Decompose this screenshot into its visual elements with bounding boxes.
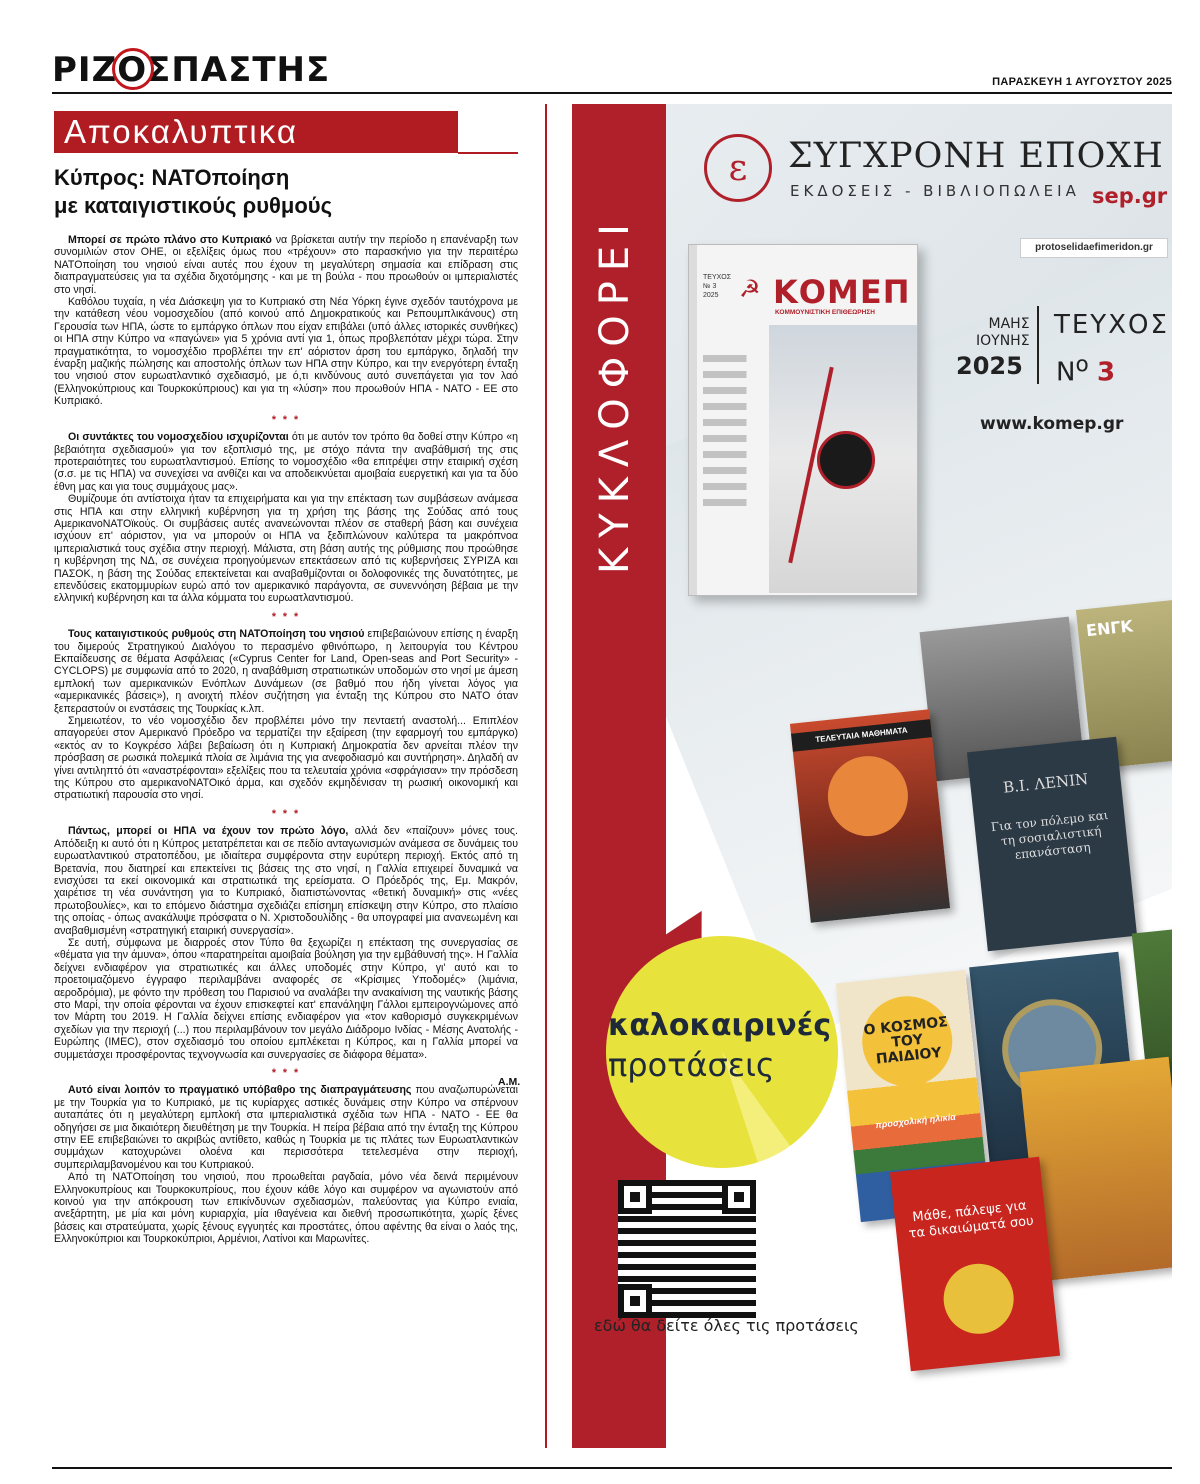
paragraph-9-lead: Αυτό είναι λοιπόν το πραγματικό υπόβαθρο της διαπραγμάτευσης bbox=[68, 1084, 412, 1097]
paragraph-3-lead: Οι συντάκτες του νομοσχεδίου ισχυρίζονται bbox=[68, 431, 289, 444]
magazine-issue-year: 2025 bbox=[703, 292, 719, 299]
header-rule bbox=[52, 92, 1172, 94]
headline-line-1: Κύπρος: ΝΑΤΟποίηση bbox=[54, 165, 290, 190]
book-lenin-author: Β.Ι. ΛΕΝΙΝ bbox=[1002, 769, 1089, 797]
issue-number-prefix: Ν bbox=[1056, 357, 1076, 388]
ad-vertical-label: ΚΥΚΛΟΦΟΡΕΙ bbox=[592, 214, 638, 574]
paragraph-3 bbox=[54, 431, 518, 493]
issue-date: ΠΑΡΑΣΚΕΥΗ 1 ΑΥΓΟΥΣΤΟΥ 2025 bbox=[992, 76, 1172, 88]
magazine-contents-line bbox=[703, 403, 765, 410]
magazine-issue-label: ΤΕΥΧΟΣ bbox=[703, 274, 732, 281]
qr-finder-top-right bbox=[722, 1180, 756, 1214]
issue-number-value: 3 bbox=[1096, 357, 1116, 388]
magazine-title: ΚΟΜΕΠ bbox=[773, 273, 911, 311]
issue-label: ΤΕΥΧΟΣ bbox=[1054, 310, 1169, 340]
book-top-right-title: ΕΝΓΚ bbox=[1085, 616, 1134, 641]
magazine-spine bbox=[689, 245, 697, 595]
paragraph-1-text: να βρίσκεται αυτήν την περίοδο η επανέναρξη των συνομιλιών στον ΟΗΕ, οι εξελίξεις όμως που «τρέχουν» στο παρασκήνιο για την περαιτέρω ΝΑΤΟποίηση του νησιού είναι αυτές που έχουν τη μεγαλύτερη σημασία και επίδραση στις διαπραγματεύσεις για τα σχέδια διχοτόμησης - και με τη βούλα - που προωθούν οι ιμπεριαλιστές στο νησί. bbox=[54, 234, 518, 296]
qr-finder-bottom-left bbox=[618, 1284, 652, 1318]
magazine-contents-line bbox=[703, 467, 765, 474]
issue-month-2: ΙΟΥΝΗΣ bbox=[976, 333, 1030, 349]
issue-year: 2025 bbox=[956, 352, 1023, 380]
paragraph-6: Σημειωτέον, το νέο νομοσχέδιο δεν προβλέπει μόνο την πενταετή αναστολή... Επιπλέον απαγορεύει στον Αμερικανό Πρόεδρο να τερματίζει την εξαίρεση (την εφαρμογή του εμπάργκο) «εκτός αν το Κογκρέσο λάβει βεβαίωση ότι η Κυπριακή Δημοκρατία δεν αρνείται πλέον την πρόσβαση σε ρωσικά πολεμικά πλοία σε λιμάνια της για ανεφοδιασμό και συντήρηση». Δηλαδή αν γίνει αντιληπτό ότι «αναστρέφονται» εξελίξεις που τα τελευταία χρόνια «σφράγισαν» την πρόσδεση της Κύπρου στο αμερικανοΝΑΤΟικό άρμα, και σχεδόν εκμηδένισαν τη ρωσική οικονομική και στρατιωτική παρουσία στο νησί. bbox=[54, 715, 518, 802]
paragraph-5 bbox=[54, 628, 518, 715]
magazine-contents-line bbox=[703, 371, 765, 378]
qr-caption: εδώ θα δείτε όλες τις προτάσεις bbox=[594, 1316, 859, 1335]
separator-4: * * * bbox=[271, 1067, 301, 1079]
paragraph-10: Από τη ΝΑΤΟποίηση του νησιού, που προωθείται ραγδαία, μόνο νέα δεινά περιμένουν Ελληνοκυπρίους και Τουρκοκυπρίους, που έχουν κάθε λόγο και συμφέρον να αγωνιστούν από κοινού για την απόκρουση των επικίνδυνων σχεδιασμών, παλεύοντας για Κύπρο ενιαία, ανεξάρτητη, με μία και μόνη κυριαρχία, μία ιθαγένεια και διεθνή προσωπικότητα, χωρίς ξένες βάσεις και στρατεύματα, χωρίς ξένους εγγυητές και προστάτες, όπου αφέντης θα είναι ο λαός της, Ελληνοκύπριοι και Τουρκοκύπριοι, Αρμένιοι, Λατίνοι και Μαρωνίτες. bbox=[54, 1171, 518, 1246]
issue-number bbox=[1056, 352, 1115, 388]
site-watermark: protoselidaefimeridon.gr bbox=[1020, 238, 1168, 258]
komep-url[interactable]: www.komep.gr bbox=[980, 414, 1124, 434]
summer-subheading: προτάσεις bbox=[608, 1046, 775, 1084]
publisher-logo-icon: ε bbox=[704, 134, 772, 202]
book-red-city bbox=[790, 709, 950, 923]
paragraph-5-text: επιβεβαιώνουν επίσης η έναρξη του διμερούς Στρατηγικού Διαλόγου το περασμένο φθινόπωρο, η λειτουργία του Κέντρου Εκπαίδευσης σε θέματα Ασφάλειας («Cyprus Center for Land, Open-seas and Port Security» - CYCLOPS) με συμφωνία από το 2020, η αναβάθμιση στρατιωτικών υποδομών στο νησί με άμεση εμπλοκή των αμερικανικών Ενόπλων Δυνάμεων (σε βαθμό που ήδη γίνεται λόγος για «αμερικανικές βάσεις»), η ανοιχτή πλέον συζήτηση για ένταξη της Κύπρου στο ΝΑΤΟ όταν ξεπεραστούν οι ενστάσεις της Τουρκίας κ.λπ. bbox=[54, 628, 518, 715]
separator-2: * * * bbox=[271, 610, 301, 623]
separator-1: * * * bbox=[271, 413, 301, 426]
magazine-contents-line bbox=[703, 483, 765, 490]
book-rights bbox=[890, 1157, 1060, 1372]
publisher-url[interactable]: sep.gr bbox=[1092, 184, 1168, 208]
separator-3: * * * bbox=[271, 807, 301, 820]
book-child-world-title: Ο ΚΟΣΜΟΣ ΤΟΥ ΠΑΙΔΙΟΥ bbox=[858, 992, 957, 1091]
paragraph-9-text: που αναζωπυρώνεται με την Τουρκία για το Κυπριακό, με τις κυρίαρχες αστικές δυνάμεις στην Κύπρο να σπέρνουν αυταπάτες ότι η μεγαλύτερη εμπλοκή στα ιμπεριαλιστικά σχέδια των ΗΠΑ - ΝΑΤΟ - ΕΕ θα οδηγήσει σε μια δικαιότερη διευθέτηση με την Τουρκία. Η πείρα βέβαια από την ένταξη της Κύπρου στην ΕΕ επιβεβαιώνει το ακριβώς αντίθετο, καθώς η Τουρκία με τις πλάτες των Ευρωατλαντικών συμμάχων κατοχυρώνει ολοένα και περισσότερα τετελεσμένα στην περιοχή, συμπεριλαμβανομένου και του Κυπριακού. bbox=[54, 1084, 519, 1171]
issue-separator bbox=[1037, 306, 1039, 384]
paragraph-1 bbox=[54, 234, 518, 296]
paragraph-7 bbox=[54, 825, 518, 937]
magazine-cover bbox=[688, 244, 918, 596]
magazine-issue-no: № 3 bbox=[703, 283, 717, 290]
paragraph-7-lead: Πάντως, μπορεί οι ΗΠΑ να έχουν τον πρώτο λόγο, bbox=[68, 825, 349, 838]
hammer-sickle-icon: ☭ bbox=[739, 276, 761, 303]
issue-number-sup: ο bbox=[1075, 352, 1089, 377]
book-red-ribbon: ΤΕΛΕΥΤΑΙΑ ΜΑΘΗΜΑΤΑ bbox=[791, 719, 932, 752]
book-red-sun bbox=[824, 752, 912, 840]
article-body bbox=[54, 234, 521, 1246]
publisher-subtitle: ΕΚΔΟΣΕΙΣ - ΒΙΒΛΙΟΠΩΛΕΙΑ bbox=[790, 182, 1080, 200]
magazine-contents bbox=[703, 355, 765, 515]
book-child-world-band: προσχολική ηλικία bbox=[874, 1111, 957, 1131]
publisher-name: ΣΥΓΧΡΟΝΗ ΕΠΟΧΗ bbox=[788, 136, 1164, 176]
column-divider bbox=[545, 104, 547, 1448]
section-banner: Αποκαλυπτικα bbox=[54, 111, 458, 153]
advertisement bbox=[572, 104, 1172, 1448]
paragraph-2: Καθόλου τυχαία, η νέα Διάσκεψη για το Κυπριακό στη Νέα Υόρκη έγινε σχεδόν ταυτόχρονα με την κατάθεση νέου νομοσχεδίου (από κοινού από Δημοκρατικούς και Ρεπουμπλικάνους) στη Γερουσία των ΗΠΑ, ώστε το εμπάργκο όπλων που είχαν επιβάλει (υπό άλλες ιστορικές συνθήκες) οι ΗΠΑ στην Κύπρο να «παγώνει» για 5 χρόνια αντί για 1, όπως προβλεπόταν μέχρι τώρα. Στην πραγματικότητα, το νομοσχέδιο προβλέπει την επ' αόριστον άρση του εμπάργκο, δηλαδή την έναρξη μαζικής πώλησης και αποστολής όπλων των ΗΠΑ στην Κύπρο, και την ενεργότερη ένταξη του νησιού στον ευρωατλαντικό σχεδιασμό, με ό,τι κινδύνους αυτό συνεπάγεται για τον λαό (Ελληνοκύπριους και Τουρκοκύπριους) και για τη «λύση» που προωθούν ΗΠΑ - ΝΑΤΟ - ΕΕ στο Κυπριακό. bbox=[54, 296, 518, 408]
paragraph-9 bbox=[54, 1084, 518, 1171]
section-banner-underline bbox=[458, 152, 518, 154]
author-signature: Α.Μ. bbox=[498, 1076, 521, 1088]
headline-line-2: με καταιγιστικούς ρυθμούς bbox=[54, 193, 333, 218]
paragraph-7-text: αλλά δεν «παίζουν» μόνες τους. Απόδειξη κι αυτό ότι η Κύπρος μετατρέπεται και σε πεδίο ανταγωνισμών ανάμεσα σε δυνάμεις του ευρωατλαντικού στρατοπέδου, με ιδιαίτερα συμφέροντα στην ευρύτερη περιοχή. Εκτός από τη Βρετανία, που διατηρεί και επεκτείνει τις βάσεις της στο νησί, η Γαλλία επιχειρεί δυναμικά να ενισχύσει τα εκεί οικονομικά και στρατιωτικά της ερείσματα. Ο Πρόεδρός της, Εμ. Μακρόν, χαιρέτισε τη νέα συνάντηση για το Κυπριακό, διαπιστώνοντας «θετική δυναμική» στις «νέες πρωτοβουλίες», και το επόμενο διάστημα σχεδιάζει επίσημη επίσκεψη στην Κύπρο, στο πλαίσιο της οποίας - όπως ανακάλυψε πρόσφατα ο Ν. Χριστοδουλίδης - θα υπογραφεί μια ανανεωμένη και αναβαθμισμένη «στρατηγική εταιρική συνεργασία». bbox=[54, 825, 518, 937]
issue-month-1: ΜΑΗΣ bbox=[988, 316, 1030, 332]
magazine-contents-line bbox=[703, 435, 765, 442]
paragraph-3-text: ότι με αυτόν τον τρόπο θα δοθεί στην Κύπρο «η βεβαιότητα σχεδιασμού» για τον εξοπλισμό της, με στόχο πάντα την αναβάθμισή της στις προτεραιότητες του ευρωατλαντισμού. Επίσης το νομοσχέδιο «θα επιτρέψει στην εταιρική σχέση (σ.σ. με τις ΗΠΑ) να συνεχίσει να ανθίζει και να αποδεικνύεται αμοιβαία ευεργετική και για τα δύο έθνη μας και για τους συμμάχους μας». bbox=[54, 431, 518, 493]
magazine-issue-box bbox=[703, 273, 731, 300]
newspaper-masthead: ΡΙΖΟΣΠΑΣΤΗΣ bbox=[52, 50, 331, 90]
book-lenin-title: Για τον πόλεμο και τη σοσιαλιστική επανάσταση bbox=[990, 807, 1110, 862]
summer-heading: καλοκαιρινές bbox=[608, 1008, 832, 1043]
magazine-contents-line bbox=[703, 451, 765, 458]
magazine-contents-line bbox=[703, 387, 765, 394]
book-rights-title: Μάθε, πάλεψε για τα δικαιώματά σου bbox=[907, 1198, 1035, 1242]
qr-finder-top-left bbox=[618, 1180, 652, 1214]
paragraph-8: Σε αυτή, σύμφωνα με διαρροές στον Τύπο θα ξεχωρίζει η επέκταση της συνεργασίας σε «θέματα για την άμυνα», όπου «παρατηρείται αμοιβαία βούληση για την εμβάθυνσή της». Η Γαλλία δείχνει ενδιαφέρον για στρατιωτικές και άλλες υποδομές στην Κύπρο, γι' αυτό και το προετοιμαζόμενο έγγραφο περιλαμβάνει αναφορές σε «Κρίσιμες Υποδομές» (λιμάνια, αεροδρόμια), με φόντο την πρόθεση του Παρισιού να αναλάβει την ανακαίνιση της ναυτικής βάσης στο Μαρί, την οποία φέρονται να έχουν επισκεφτεί κατ' επανάληψη Γάλλοι εμπειρογνώμονες από τον Μάρτη του 2019. Η Γαλλία δείχνει επίσης ενδιαφέρον για «τον καθορισμό συγκεκριμένων σχεδίων για την περιοχή (...) που περιλαμβάνουν τον μεγάλο Διάδρομο Ινδίας - Μέσης Ανατολής - Ευρώπης (IMEC), στον σχεδιασμό του οποίου εμπλέκεται η Κύπρος, και η Γαλλία μπορεί να συμμετάσχει προσφέροντας τεχνογνωσία και συνεργασίες σε διάφορα θέματα». bbox=[54, 936, 518, 1061]
magazine-contents-line bbox=[703, 499, 765, 506]
article-headline bbox=[54, 164, 494, 220]
magazine-contents-line bbox=[703, 419, 765, 426]
magazine-subtitle: ΚΟΜΜΟΥΝΙΣΤΙΚΗ ΕΠΙΘΕΩΡΗΣΗ bbox=[775, 309, 875, 316]
footer-rule bbox=[52, 1467, 1172, 1469]
masthead-star-icon bbox=[112, 48, 154, 90]
issue-period bbox=[976, 316, 1030, 350]
paragraph-4: Θυμίζουμε ότι αντίστοιχα ήταν τα επιχειρήματα και για την επέκταση των συμβάσεων ανάμεσα στις ΗΠΑ και στην ελληνική κυβέρνηση για τη χρήση της βάσης της Σούδας από τους ΑμερικανοΝΑΤΟϊκούς. Οι συμβάσεις αυτές ανανεώνονται πλέον σε σταθερή βάση και συνέχεια ισχύουν επ' αόριστον, για να μπορούν οι ΗΠΑ να ξεδιπλώνουν καλύτερα τα μακρόπνοα ιμπεριαλιστικά τους σχέδια στην περιοχή. Μάλιστα, στη βάση αυτής της ρύθμισης που προώθησε η κυβέρνηση της ΝΔ, σε συνέχεια προηγούμενων επεκτάσεων από τις κυβερνήσεις ΣΥΡΙΖΑ και ΠΑΣΟΚ, η βάση της Σούδας επεκτείνεται και αναβαθμίζονται οι δολοφονικές της δυνατότητες, με επενδύσεις εκατομμυρίων ευρώ από τον αμερικανικό παράγοντα, σε συνεννόηση βέβαια με την ελληνική κυβέρνηση και τα άλλα κόμματα του ευρωατλαντισμού. bbox=[54, 493, 518, 605]
paragraph-5-lead: Τους καταιγιστικούς ρυθμούς στη ΝΑΤΟποίηση του νησιού bbox=[68, 628, 365, 641]
magazine-emblem-icon bbox=[817, 431, 875, 489]
fist-icon bbox=[940, 1260, 1017, 1337]
book-lenin bbox=[967, 737, 1137, 952]
paragraph-1-lead: Μπορεί σε πρώτο πλάνο στο Κυπριακό bbox=[68, 234, 272, 246]
magazine-contents-line bbox=[703, 355, 765, 362]
qr-code[interactable] bbox=[618, 1180, 756, 1318]
